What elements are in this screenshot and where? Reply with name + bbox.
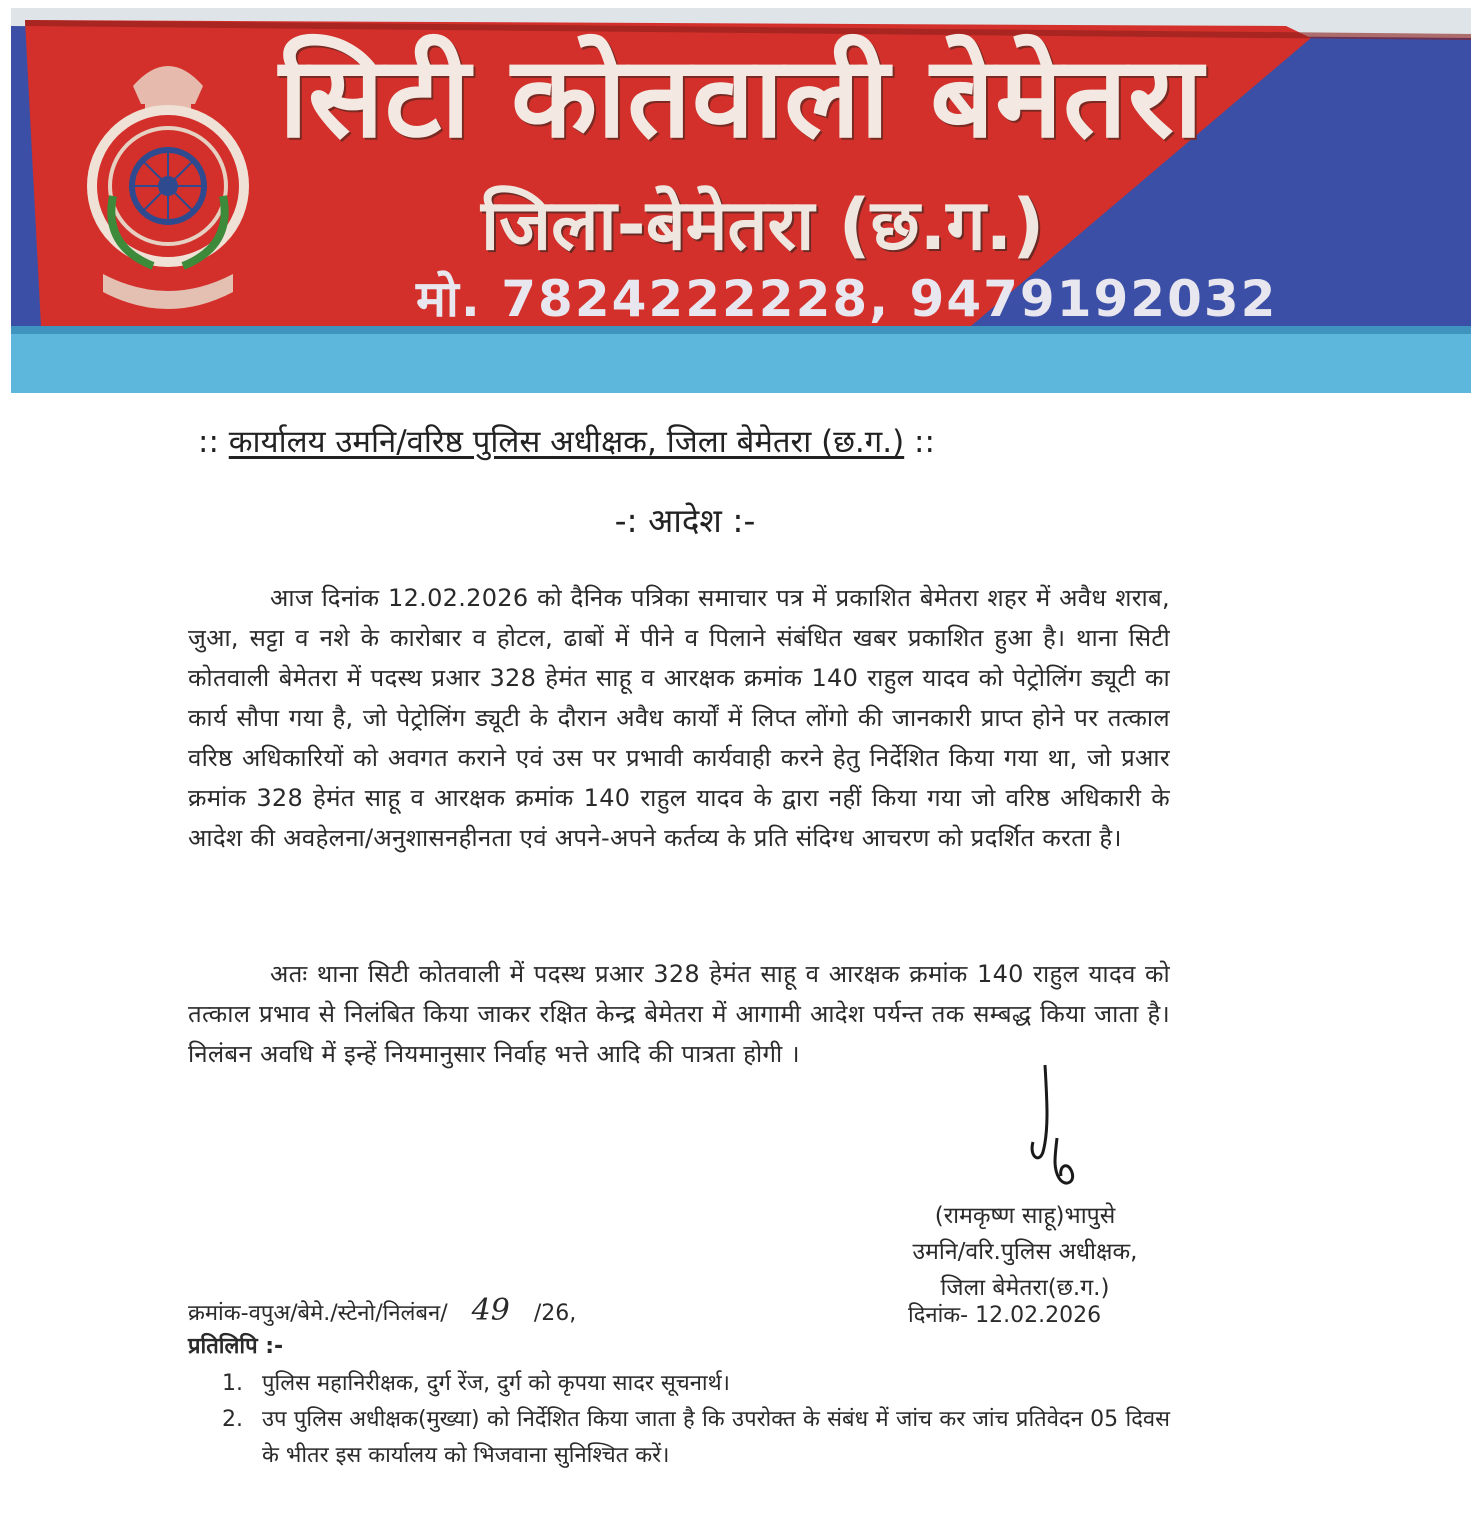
reference-suffix: /26, (533, 1301, 577, 1326)
office-heading (198, 420, 1178, 464)
reference-number: 49 (471, 1293, 510, 1328)
list-item-text: उप पुलिस अधीक्षक(मुख्या) को निर्देशित किया जाता है कि उपरोक्त के संबंध में जांच कर जांच प्रतिवेदन 05 दिवस के भीतर इस कार्यालय को भिजवाना सुनिश्चित करें। (262, 1407, 1170, 1468)
order-title: -: आदेश :- (614, 501, 756, 540)
signboard (11, 8, 1471, 393)
signboard-phone: मो. 7824222228, 9479192032 (416, 270, 1278, 328)
list-item (222, 1402, 1170, 1474)
signboard-district: जिला-बेमेतरा (छ.ग.) (481, 184, 1045, 266)
signer-designation: उमनि/वरि.पुलिस अधीक्षक, (912, 1239, 1138, 1265)
reference-line (188, 1293, 576, 1332)
police-emblem-icon (73, 46, 263, 314)
order-paragraph-2: अतः थाना सिटी कोतवाली में पदस्थ प्रआर 328 हेमंत साहू व आरक्षक क्रमांक 140 राहुल यादव को तत्काल प्रभाव से निलंबित किया जाकर रक्षित केन्द्र बेमेतरा में आगामी आदेश पर्यन्त तक सम्बद्ध किया जाता है। निलंबन अवधि में इन्हें नियमानुसार निर्वाह भत्ते आदि की पात्रता होगी । (188, 960, 1170, 1068)
office-prefix: :: (198, 424, 219, 460)
signatory-block (880, 1198, 1170, 1306)
office-suffix: :: (914, 424, 935, 460)
office-name: कार्यालय उमनि/वरिष्ठ पुलिस अधीक्षक, जिला बेमेतरा (छ.ग.) (228, 424, 905, 460)
signature-mark (1005, 1060, 1095, 1210)
signer-district: जिला बेमेतरा(छ.ग.) (940, 1275, 1110, 1301)
list-item-number: 1. (222, 1371, 243, 1396)
copy-list (222, 1366, 1170, 1474)
list-item-text: पुलिस महानिरीक्षक, दुर्ग रेंज, दुर्ग को कृपया सादर सूचनार्थ। (262, 1371, 731, 1396)
list-item (222, 1366, 1170, 1402)
signer-name: (रामकृष्ण साहू)भापुसे (934, 1203, 1116, 1229)
order-document (0, 400, 1484, 1515)
signboard-title: सिटी कोतवाली बेमेतरा (279, 33, 1204, 163)
reference-prefix: क्रमांक-वपुअ/बेमे./स्टेनो/निलंबन/ (188, 1301, 448, 1326)
order-date: दिनांक- 12.02.2026 (908, 1303, 1102, 1328)
copy-heading: प्रतिलिपि :- (188, 1334, 284, 1359)
order-paragraph-1: आज दिनांक 12.02.2026 को दैनिक पत्रिका समाचार पत्र में प्रकाशित बेमेतरा शहर में अवैध शराब, जुआ, सट्टा व नशे के कारोबार व होटल, ढाबों में पीने व पिलाने संबंधित खबर प्रकाशित हुआ है। थाना सिटी कोतवाली बेमेतरा में पदस्थ प्रआर 328 हेमंत साहू व आरक्षक क्रमांक 140 राहुल यादव को पेट्रोलिंग ड्यूटी का कार्य सौपा गया है, जो पेट्रोलिंग ड्यूटी के दौरान अवैध कार्यों में लिप्त लोंगो की जानकारी प्राप्त होने पर तत्काल वरिष्ठ अधिकारियों को अवगत कराने एवं उस पर प्रभावी कार्यवाही करने हेतु निर्देशित किया गया था, जो प्रआर क्रमांक 328 हेमंत साहू व आरक्षक क्रमांक 140 राहुल यादव के द्वारा नहीं किया गया जो वरिष्ठ अधिकारी के आदेश की अवहेलना/अनुशासनहीनता एवं अपने-अपने कर्तव्य के प्रति संदिग्ध आचरण को प्रदर्शित करता है। (188, 584, 1170, 852)
list-item-number: 2. (222, 1407, 243, 1432)
